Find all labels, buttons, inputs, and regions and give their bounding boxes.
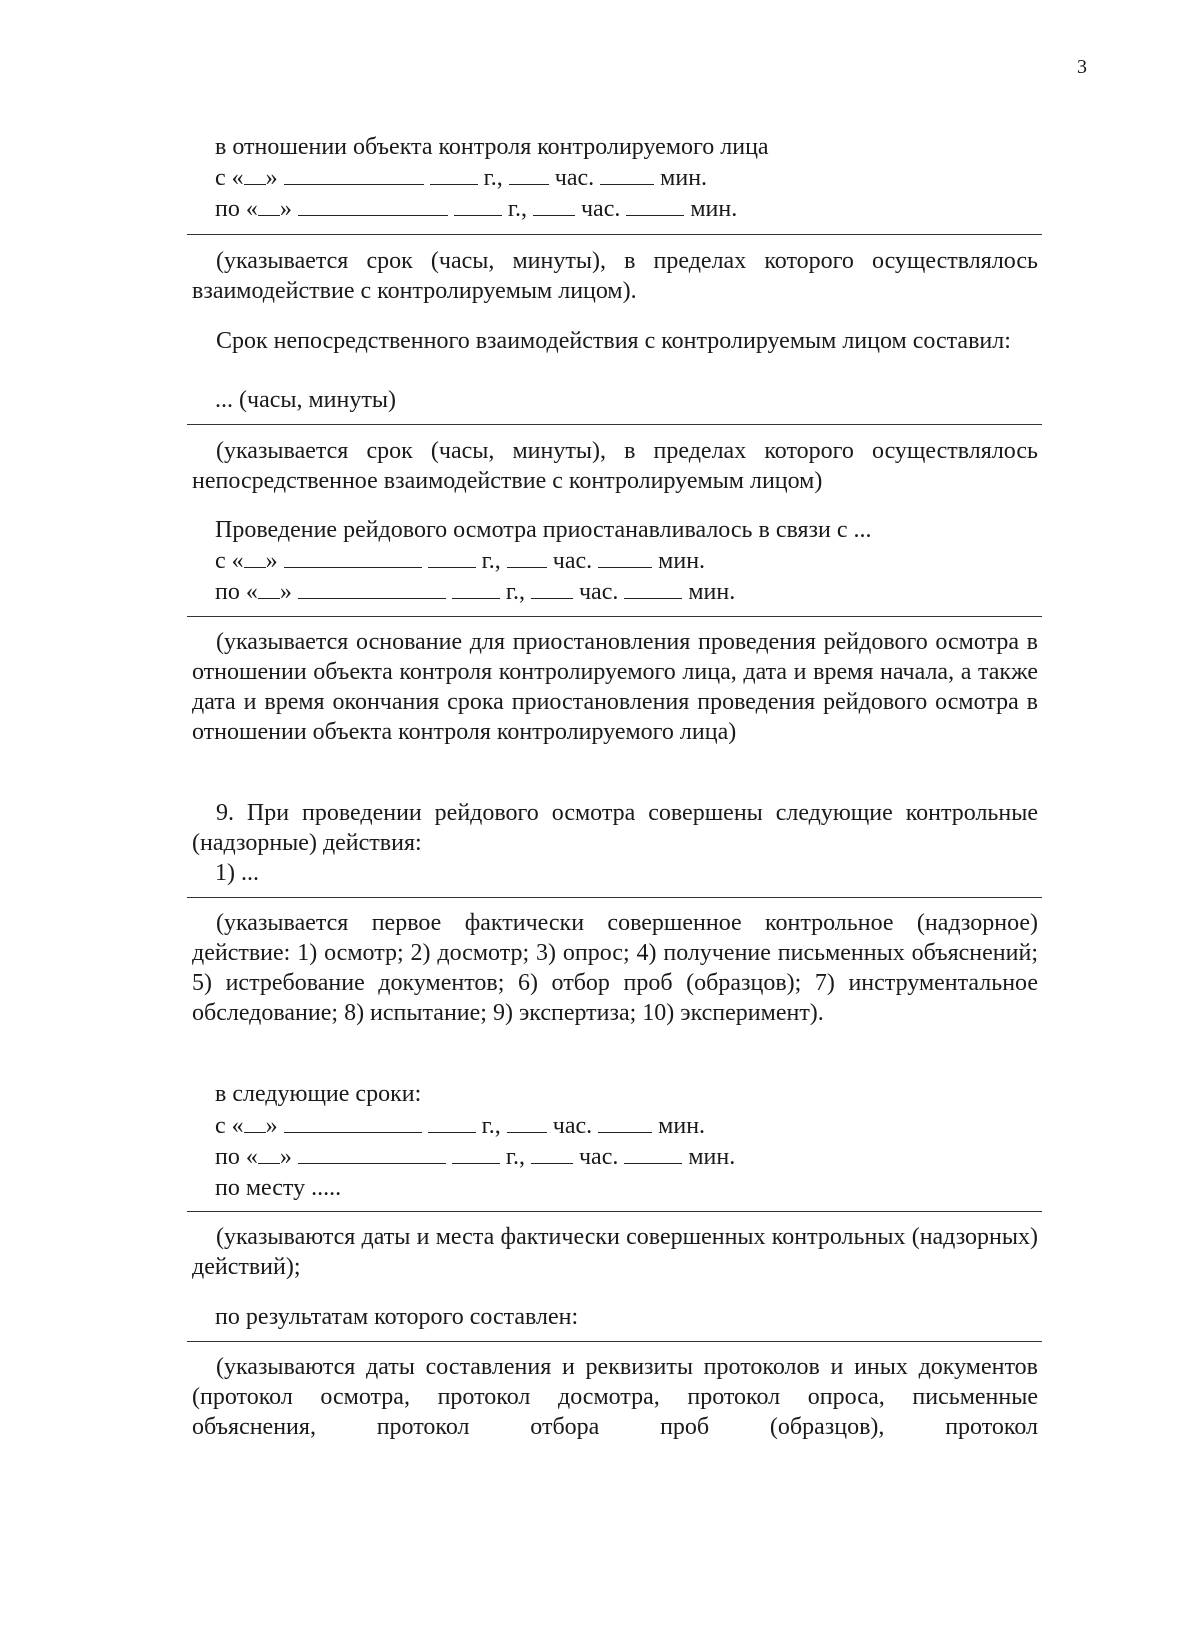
to-prefix: по «: [215, 1144, 258, 1170]
minute-label: мин.: [688, 1144, 736, 1170]
minute-blank: [626, 195, 684, 216]
day-blank: [244, 164, 266, 185]
suspension-from-line: [215, 546, 705, 576]
day-blank: [244, 547, 266, 568]
hour-blank: [509, 164, 549, 185]
suspension-to-line: [215, 577, 735, 607]
year-label: г.,: [507, 196, 527, 222]
hour-label: час.: [578, 579, 619, 605]
hour-blank: [531, 578, 573, 599]
quote-close: »: [279, 1144, 292, 1170]
hour-blank: [507, 1112, 547, 1133]
month-blank: [298, 578, 446, 599]
terms-label: в следующие сроки:: [215, 1081, 422, 1107]
direct-interaction-value: ... (часы, минуты): [215, 387, 396, 413]
minute-label: мин.: [658, 548, 706, 574]
year-blank: [428, 1112, 476, 1133]
quote-close: »: [279, 196, 292, 222]
page-number: 3: [1077, 56, 1087, 78]
terms-to-line: [215, 1142, 735, 1172]
fill-line: [187, 1341, 1042, 1342]
note-terms: (указываются даты и места фактически совершенных контрольных (надзорных) действий);: [192, 1224, 1038, 1280]
day-blank: [258, 578, 280, 599]
year-blank: [430, 164, 478, 185]
terms-from-line: [215, 1111, 705, 1141]
note-suspension: (указывается основание для приостановления проведения рейдового осмотра в отношении объекта контроля контролируемого лица, дата и время начала, а также дата и время окончания срока приостановления проведения рейдового осмотра в отношении объекта контроля контролируемого лица): [192, 629, 1038, 745]
year-blank: [452, 1143, 500, 1164]
hour-label: час.: [552, 1113, 593, 1139]
fill-line: [187, 1211, 1042, 1212]
note-documents: (указываются даты составления и реквизиты протоколов и иных документов (протокол осмотра, протокол досмотра, протокол опроса, письменные объяснения, протокол отбора проб (образцов), протокол: [192, 1354, 1038, 1440]
hour-label: час.: [580, 196, 621, 222]
hour-label: час.: [554, 165, 595, 191]
month-blank: [284, 1112, 422, 1133]
from-prefix: с «: [215, 1113, 244, 1139]
minute-blank: [624, 1143, 682, 1164]
month-blank: [298, 195, 448, 216]
object-line: в отношении объекта контроля контролируемого лица: [215, 134, 769, 160]
from-prefix: с «: [215, 548, 244, 574]
place-line: по месту .....: [215, 1175, 342, 1201]
month-blank: [298, 1143, 446, 1164]
year-label: г.,: [483, 165, 503, 191]
fill-line: [187, 616, 1042, 617]
year-label: г.,: [505, 579, 525, 605]
year-label: г.,: [481, 1113, 501, 1139]
year-label: г.,: [481, 548, 501, 574]
from-prefix: с «: [215, 165, 244, 191]
hour-label: час.: [552, 548, 593, 574]
period-from-line: [215, 163, 707, 193]
note-actions: (указывается первое фактически совершенное контрольное (надзорное) действие: 1) осмотр; 2) досмотр; 3) опрос; 4) получение письменных объяснений; 5) истребование документов; 6) отбор проб (образцов); 7) инструментальное обследование; 8) испытание; 9) экспертиза; 10) эксперимент).: [192, 910, 1038, 1026]
quote-close: »: [279, 579, 292, 605]
action-item-1: 1) ...: [215, 860, 259, 886]
minute-label: мин.: [688, 579, 736, 605]
fill-line: [187, 897, 1042, 898]
fill-line: [187, 424, 1042, 425]
quote-close: »: [265, 548, 278, 574]
quote-close: »: [265, 1113, 278, 1139]
to-prefix: по «: [215, 579, 258, 605]
minute-blank: [624, 578, 682, 599]
suspension-text: Проведение рейдового осмотра приостанавливалось в связи с ...: [215, 517, 872, 543]
minute-label: мин.: [690, 196, 738, 222]
minute-blank: [600, 164, 654, 185]
minute-blank: [598, 547, 652, 568]
to-prefix: по «: [215, 196, 258, 222]
month-blank: [284, 164, 424, 185]
hour-blank: [533, 195, 575, 216]
quote-close: »: [265, 165, 278, 191]
hour-label: час.: [578, 1144, 619, 1170]
minute-label: мин.: [658, 1113, 706, 1139]
minute-blank: [598, 1112, 652, 1133]
year-label: г.,: [505, 1144, 525, 1170]
day-blank: [258, 1143, 280, 1164]
year-blank: [428, 547, 476, 568]
period-to-line: [215, 194, 737, 224]
day-blank: [244, 1112, 266, 1133]
fill-line: [187, 234, 1042, 235]
minute-label: мин.: [660, 165, 708, 191]
year-blank: [454, 195, 502, 216]
note-interaction-period: (указывается срок (часы, минуты), в пределах которого осуществлялось взаимодействие с контролируемым лицом).: [192, 248, 1038, 304]
note-direct-interaction: (указывается срок (часы, минуты), в пределах которого осуществлялось непосредственное взаимодействие с контролируемым лицом): [192, 438, 1038, 494]
year-blank: [452, 578, 500, 599]
month-blank: [284, 547, 422, 568]
hour-blank: [507, 547, 547, 568]
results-text: по результатам которого составлен:: [215, 1304, 579, 1330]
hour-blank: [531, 1143, 573, 1164]
day-blank: [258, 195, 280, 216]
actions-text: 9. При проведении рейдового осмотра совершены следующие контрольные (надзорные) действия:: [192, 800, 1038, 856]
direct-interaction-text: Срок непосредственного взаимодействия с контролируемым лицом составил:: [216, 328, 1011, 354]
